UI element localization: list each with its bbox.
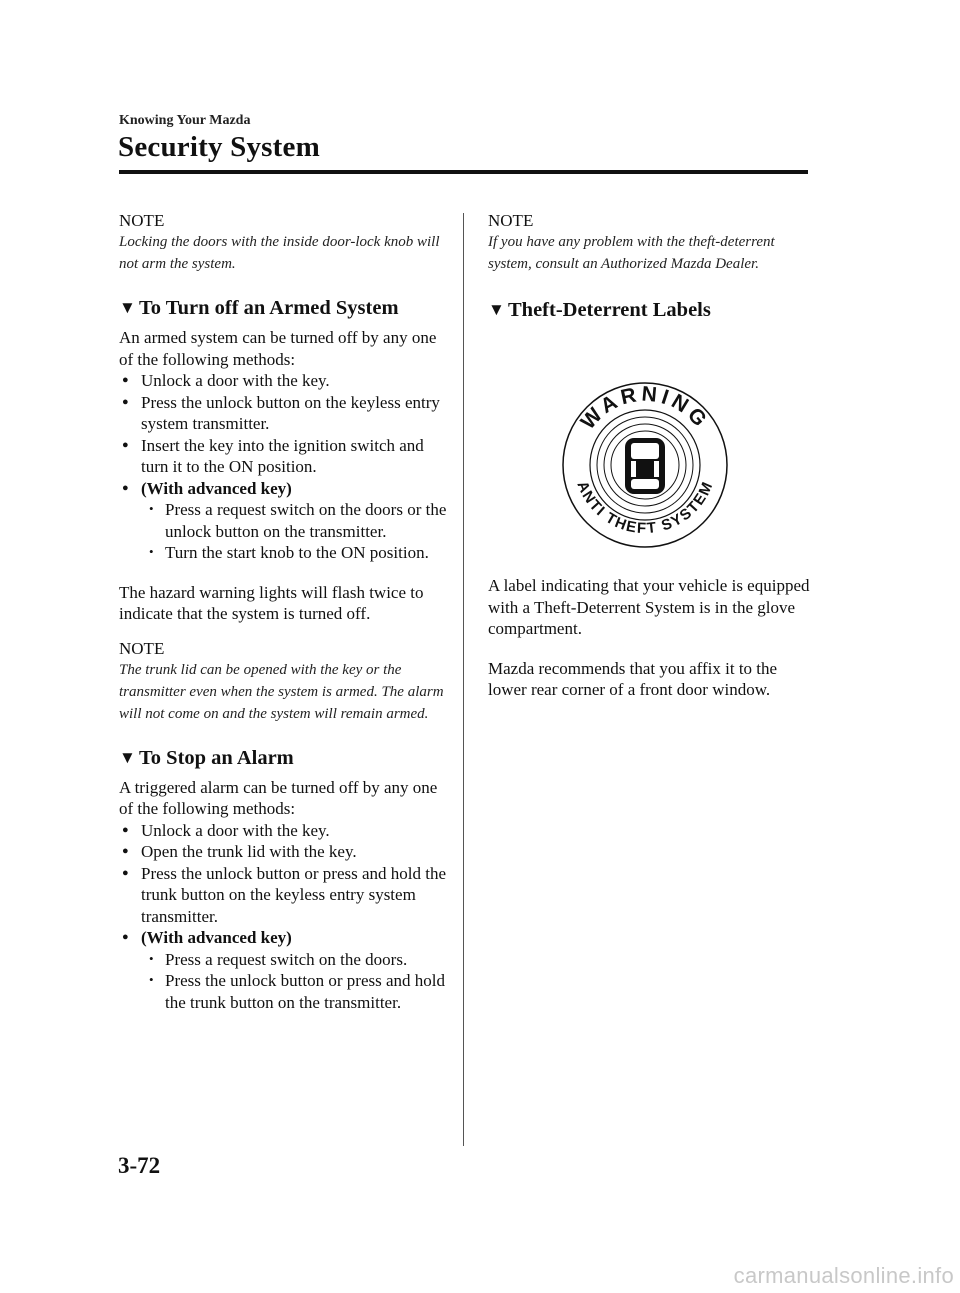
triangle-down-icon: ▼ [119, 298, 136, 317]
note-label: NOTE [119, 211, 165, 230]
section-label: Knowing Your Mazda [119, 113, 251, 128]
bullet-icon: ● [122, 438, 129, 451]
small-bullet-icon: • [149, 544, 154, 559]
list-item: ● (With advanced key) • Press a request switch on the doors or the unlock button on the transmitter. • Turn the start knob to the ON position. [119, 478, 449, 564]
list-item: ● Unlock a door with the key. [122, 371, 330, 390]
bullet-icon: ● [122, 866, 129, 879]
bullet-icon: ● [122, 823, 129, 836]
anti-theft-warning-label [560, 380, 730, 550]
label-location-paragraph: A label indicating that your vehicle is equipped with a Theft-Deterrent System is in the glove compartment. [488, 576, 810, 638]
note-label: NOTE [119, 638, 165, 658]
warning-label-figure [560, 380, 730, 550]
list-item: ● Open the trunk lid with the key. [122, 842, 357, 861]
bullet-icon: ● [122, 931, 129, 943]
small-bullet-icon: • [149, 501, 154, 516]
page-number: 3-72 [118, 1153, 161, 1178]
label-placement-paragraph: Mazda recommends that you affix it to the lower rear corner of a front door window. [488, 658, 778, 699]
turn-off-methods-list [119, 370, 449, 564]
sub-list-item: • Press the unlock button or press and hold the trunk button on the transmitter. [149, 971, 445, 1012]
watermark: carmanualsonline.info [733, 1263, 954, 1288]
note-text: Locking the doors with the inside door-lock knob will not arm the system. [119, 234, 440, 272]
list-item: ● Press the unlock button on the keyless entry system transmitter. [122, 392, 440, 433]
stop-alarm-methods-list [119, 820, 449, 1014]
turn-off-intro: An armed system can be turned off by any one of the following methods: [119, 328, 437, 369]
heading-stop-alarm: ▼ To Stop an Alarm [119, 746, 294, 769]
note-text: The trunk lid can be opened with the key or the transmitter even when the system is armed. The alarm will not come on and the system will remain armed. [119, 661, 444, 722]
hazard-lights-paragraph: The hazard warning lights will flash twice to indicate that the system is turned off. [119, 582, 424, 623]
stop-alarm-intro: A triggered alarm can be turned off by any one of the following methods: [119, 777, 438, 818]
label-top-text: WARNING [576, 382, 714, 434]
page-title: Security System [118, 131, 320, 163]
sub-list-item: • Turn the start knob to the ON position. [149, 543, 429, 562]
triangle-down-icon: ▼ [488, 300, 505, 319]
list-item: ● (With advanced key) • Press a request switch on the doors. • Press the unlock button or press and hold the trunk button on the transmitter. [119, 927, 449, 1013]
note-text: If you have any problem with the theft-deterrent system, consult an Authorized Mazda Dealer. [488, 234, 775, 272]
list-item: ● Insert the key into the ignition switch and turn it to the ON position. [122, 435, 424, 476]
label-bottom-text: ANTI THEFT SYSTEM [573, 478, 717, 538]
note-label: NOTE [488, 211, 534, 230]
heading-theft-deterrent-labels: ▼ Theft-Deterrent Labels [488, 299, 711, 321]
left-column [119, 211, 449, 1013]
list-item: ● Press the unlock button or press and hold the trunk button on the keyless entry system transmitter. [122, 863, 447, 926]
small-bullet-icon: • [149, 972, 154, 987]
bullet-icon: ● [122, 395, 129, 408]
bullet-icon: ● [122, 845, 129, 857]
list-item: ● Unlock a door with the key. [122, 820, 330, 840]
bullet-icon: ● [122, 481, 129, 494]
bullet-icon: ● [122, 374, 129, 386]
triangle-down-icon: ▼ [119, 747, 136, 767]
advanced-key-sublist [141, 949, 449, 1014]
heading-turn-off-armed-system: ▼ To Turn off an Armed System [119, 297, 399, 319]
advanced-key-sublist [141, 499, 449, 564]
sub-list-item: • Press a request switch on the doors or the unlock button on the transmitter. [149, 500, 447, 541]
small-bullet-icon: • [149, 950, 154, 966]
title-rule [119, 170, 808, 174]
car-icon [625, 438, 665, 494]
sub-list-item: • Press a request switch on the doors. [149, 949, 408, 969]
column-divider [463, 213, 464, 1146]
